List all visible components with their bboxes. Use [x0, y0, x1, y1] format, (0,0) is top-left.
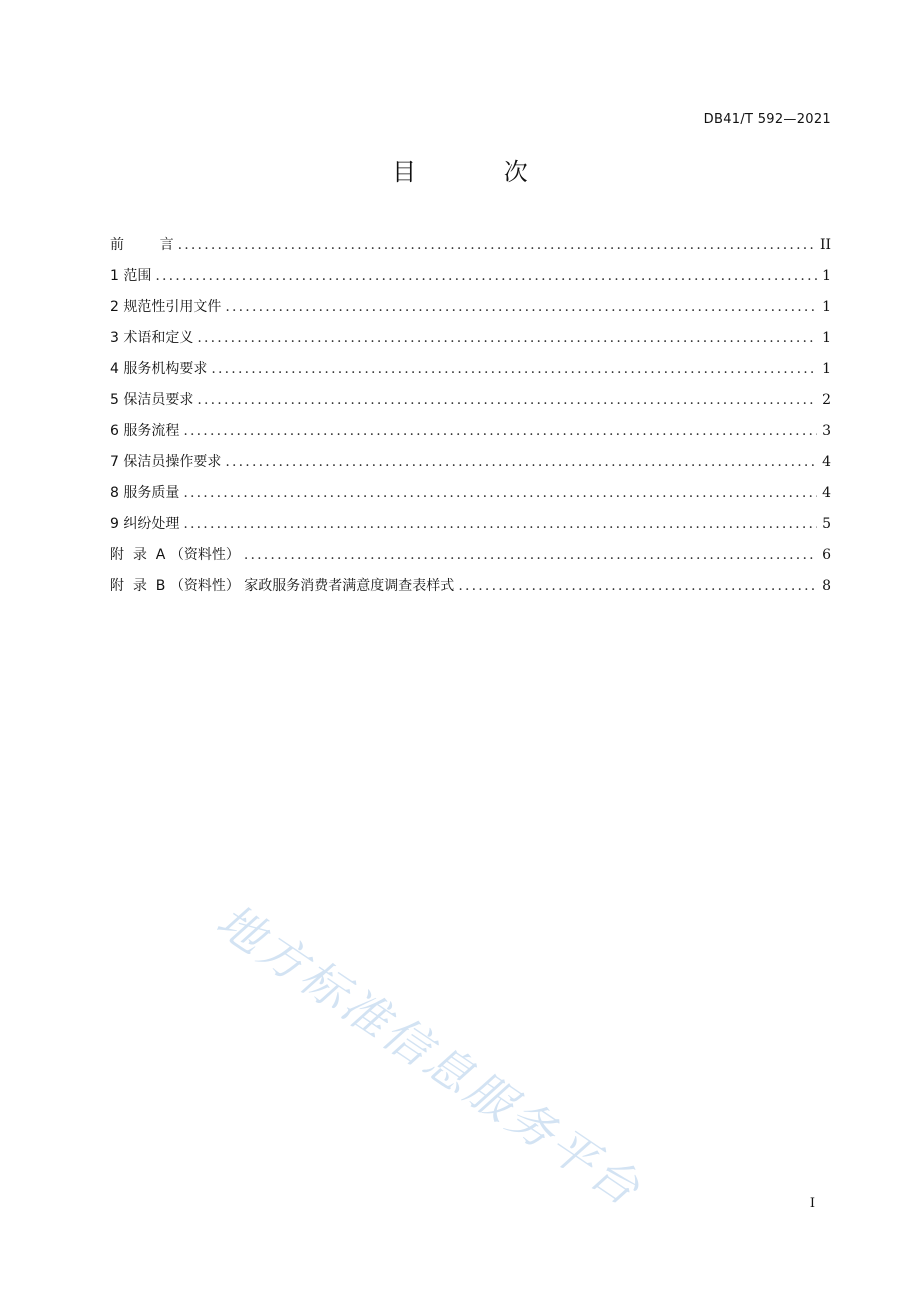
toc-entry-page: II: [819, 237, 831, 253]
toc-leader-dots: [155, 268, 817, 284]
toc-entry-scope[interactable]: [110, 265, 831, 296]
toc-entry-label: 4 服务机构要求: [110, 361, 208, 377]
toc-entry-label: 3 术语和定义: [110, 330, 194, 346]
toc-leader-dots: [225, 454, 817, 470]
standard-code: DB41/T 592—2021: [703, 112, 831, 127]
toc-entry-agency-requirements[interactable]: [110, 358, 831, 389]
toc-entry-page: 1: [822, 268, 831, 284]
toc-entry-foreword[interactable]: [110, 234, 831, 265]
toc-entry-page: 2: [822, 392, 831, 408]
toc-entry-appendix-b[interactable]: [110, 575, 831, 606]
toc-entry-page: 3: [822, 423, 831, 439]
toc-leader-dots: [211, 361, 817, 377]
toc-entry-operation-requirements[interactable]: [110, 451, 831, 482]
toc-entry-page: 1: [822, 299, 831, 315]
toc-leader-dots: [458, 578, 817, 594]
page-title: 目 次: [392, 158, 568, 186]
toc-entry-label: 6 服务流程: [110, 423, 180, 439]
toc-entry-label: 2 规范性引用文件: [110, 299, 222, 315]
toc-entry-service-process[interactable]: [110, 420, 831, 451]
toc-leader-dots: [178, 237, 816, 253]
toc-entry-page: 4: [822, 485, 831, 501]
toc-entry-label: 前 言: [110, 237, 174, 253]
toc-entry-service-quality[interactable]: [110, 482, 831, 513]
toc-entry-page: 4: [822, 454, 831, 470]
toc-entry-label: 8 服务质量: [110, 485, 180, 501]
toc-entry-label: 附 录 A （资料性）: [110, 547, 240, 563]
toc-leader-dots: [244, 547, 817, 563]
page-number: I: [809, 1196, 815, 1211]
toc-entry-label: 9 纠纷处理: [110, 516, 180, 532]
toc-entry-dispute-handling[interactable]: [110, 513, 831, 544]
toc-leader-dots: [197, 392, 817, 408]
toc-entry-label: 5 保洁员要求: [110, 392, 194, 408]
toc-leader-dots: [183, 485, 817, 501]
toc-entry-terms-definitions[interactable]: [110, 327, 831, 358]
toc-leader-dots: [183, 516, 817, 532]
toc-entry-label: 7 保洁员操作要求: [110, 454, 222, 470]
toc-entry-page: 1: [822, 330, 831, 346]
toc-entry-page: 5: [822, 516, 831, 532]
toc-entry-label: 附 录 B （资料性） 家政服务消费者满意度调查表样式: [110, 578, 455, 594]
toc-entry-cleaner-requirements[interactable]: [110, 389, 831, 420]
toc-entry-page: 1: [822, 361, 831, 377]
toc-entry-label: 1 范围: [110, 268, 152, 284]
watermark: 地方标准信息服务平台: [207, 893, 652, 1218]
toc-leader-dots: [225, 299, 817, 315]
toc-leader-dots: [183, 423, 817, 439]
toc-entry-appendix-a[interactable]: [110, 544, 831, 575]
toc-entry-page: 6: [822, 547, 831, 563]
table-of-contents: [110, 234, 831, 606]
toc-entry-page: 8: [822, 578, 831, 594]
toc-leader-dots: [197, 330, 817, 346]
toc-entry-normative-references[interactable]: [110, 296, 831, 327]
